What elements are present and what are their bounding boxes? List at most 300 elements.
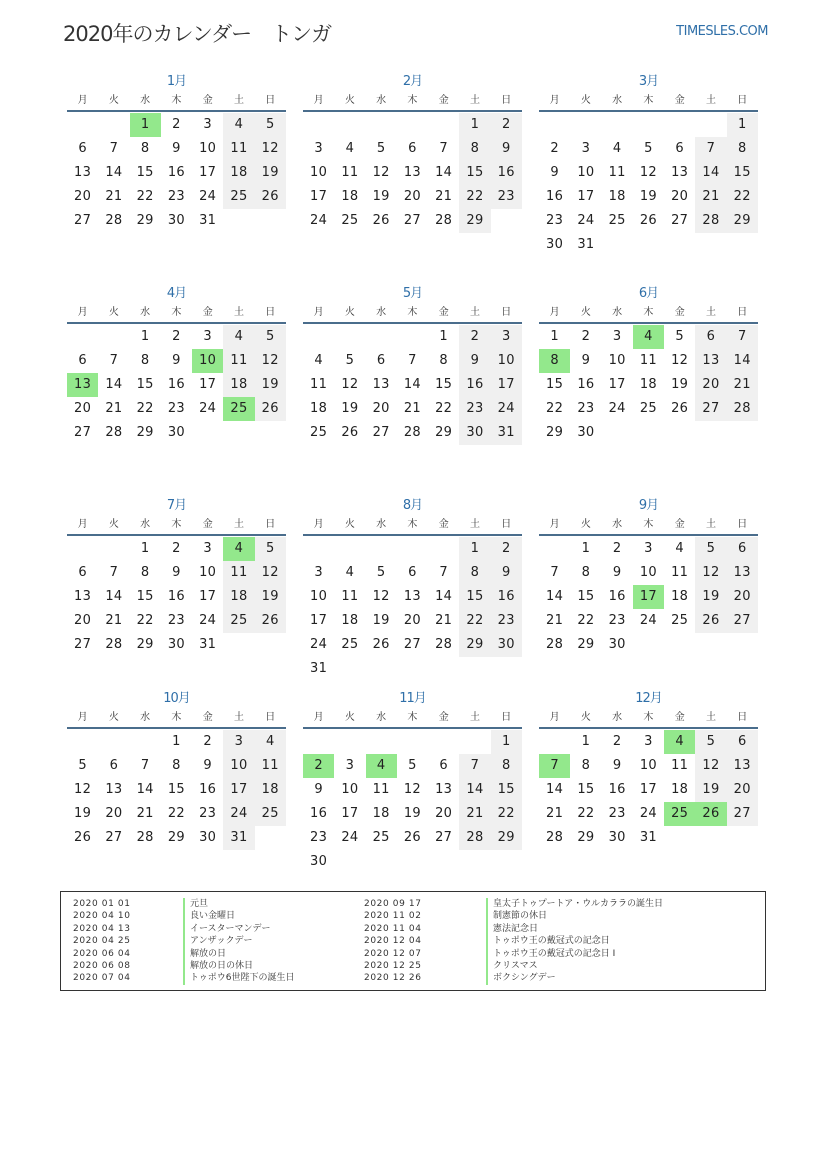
day-cell[interactable]: 30: [167, 637, 185, 652]
day-cell[interactable]: 20: [695, 373, 726, 397]
day-cell[interactable]: 20: [105, 806, 123, 821]
day-cell[interactable]: 5: [255, 325, 286, 349]
day-cell[interactable]: 26: [372, 213, 390, 228]
day-cell[interactable]: 2: [550, 141, 559, 156]
day-cell[interactable]: 12: [372, 589, 390, 604]
day-cell[interactable]: 4: [675, 541, 684, 556]
day-cell[interactable]: 2: [172, 329, 181, 344]
day-cell[interactable]: 6: [78, 353, 87, 368]
day-cell[interactable]: 21: [105, 613, 123, 628]
day-cell[interactable]: 8: [581, 565, 591, 580]
day-cell[interactable]: 8: [459, 137, 490, 161]
holiday-day-cell[interactable]: 25: [664, 802, 695, 826]
day-cell[interactable]: 22: [435, 401, 453, 416]
day-cell[interactable]: 11: [639, 353, 657, 368]
day-cell[interactable]: 10: [608, 353, 626, 368]
day-cell[interactable]: 7: [550, 565, 559, 580]
day-cell[interactable]: 19: [372, 613, 390, 628]
day-cell[interactable]: 25: [223, 609, 254, 633]
day-cell[interactable]: 5: [78, 758, 87, 773]
day-cell[interactable]: 2: [172, 541, 181, 556]
day-cell[interactable]: 1: [140, 329, 150, 344]
day-cell[interactable]: 15: [491, 778, 522, 802]
day-cell[interactable]: 15: [136, 377, 154, 392]
day-cell[interactable]: 30: [310, 854, 328, 869]
day-cell[interactable]: 24: [199, 613, 217, 628]
day-cell[interactable]: 26: [255, 609, 286, 633]
day-cell[interactable]: 24: [491, 397, 522, 421]
day-cell[interactable]: 6: [78, 565, 87, 580]
day-cell[interactable]: 18: [372, 806, 390, 821]
day-cell[interactable]: 23: [459, 397, 490, 421]
day-cell[interactable]: 20: [671, 189, 689, 204]
day-cell[interactable]: 30: [546, 237, 564, 252]
day-cell[interactable]: 11: [255, 754, 286, 778]
day-cell[interactable]: 30: [608, 830, 626, 845]
day-cell[interactable]: 29: [546, 425, 564, 440]
day-cell[interactable]: 16: [491, 161, 522, 185]
day-cell[interactable]: 4: [223, 325, 254, 349]
day-cell[interactable]: 5: [408, 758, 417, 773]
day-cell[interactable]: 10: [639, 758, 657, 773]
day-cell[interactable]: 7: [408, 353, 417, 368]
day-cell[interactable]: 1: [581, 734, 591, 749]
day-cell[interactable]: 20: [403, 189, 421, 204]
day-cell[interactable]: 16: [167, 165, 185, 180]
day-cell[interactable]: 3: [203, 541, 212, 556]
day-cell[interactable]: 3: [223, 730, 254, 754]
day-cell[interactable]: 24: [310, 213, 328, 228]
day-cell[interactable]: 13: [727, 561, 758, 585]
day-cell[interactable]: 14: [105, 377, 123, 392]
day-cell[interactable]: 29: [136, 213, 154, 228]
holiday-day-cell[interactable]: 10: [192, 349, 223, 373]
day-cell[interactable]: 28: [435, 637, 453, 652]
day-cell[interactable]: 1: [439, 329, 448, 344]
day-cell[interactable]: 27: [403, 637, 421, 652]
day-cell[interactable]: 16: [199, 782, 217, 797]
day-cell[interactable]: 8: [439, 353, 448, 368]
day-cell[interactable]: 28: [136, 830, 154, 845]
day-cell[interactable]: 3: [644, 734, 653, 749]
day-cell[interactable]: 10: [639, 565, 657, 580]
holiday-day-cell[interactable]: 17: [633, 585, 664, 609]
day-cell[interactable]: 11: [223, 137, 254, 161]
day-cell[interactable]: 25: [608, 213, 626, 228]
day-cell[interactable]: 24: [310, 637, 328, 652]
day-cell[interactable]: 6: [695, 325, 726, 349]
day-cell[interactable]: 2: [203, 734, 212, 749]
day-cell[interactable]: 1: [459, 113, 490, 137]
day-cell[interactable]: 27: [695, 397, 726, 421]
day-cell[interactable]: 16: [577, 377, 595, 392]
day-cell[interactable]: 23: [577, 401, 595, 416]
day-cell[interactable]: 7: [140, 758, 150, 773]
day-cell[interactable]: 18: [341, 189, 359, 204]
day-cell[interactable]: 31: [199, 213, 217, 228]
day-cell[interactable]: 19: [341, 401, 359, 416]
day-cell[interactable]: 10: [223, 754, 254, 778]
day-cell[interactable]: 26: [372, 637, 390, 652]
day-cell[interactable]: 26: [671, 401, 689, 416]
day-cell[interactable]: 8: [727, 137, 758, 161]
day-cell[interactable]: 16: [167, 589, 185, 604]
day-cell[interactable]: 28: [435, 213, 453, 228]
day-cell[interactable]: 6: [408, 565, 417, 580]
day-cell[interactable]: 22: [459, 185, 490, 209]
day-cell[interactable]: 23: [167, 613, 185, 628]
day-cell[interactable]: 22: [136, 189, 154, 204]
day-cell[interactable]: 3: [644, 541, 653, 556]
day-cell[interactable]: 29: [459, 209, 490, 233]
day-cell[interactable]: 29: [727, 209, 758, 233]
day-cell[interactable]: 13: [74, 589, 92, 604]
day-cell[interactable]: 14: [546, 589, 564, 604]
holiday-day-cell[interactable]: 7: [539, 754, 570, 778]
day-cell[interactable]: 8: [491, 754, 522, 778]
day-cell[interactable]: 13: [105, 782, 123, 797]
day-cell[interactable]: 31: [491, 421, 522, 445]
day-cell[interactable]: 9: [314, 782, 323, 797]
day-cell[interactable]: 27: [372, 425, 390, 440]
day-cell[interactable]: 30: [608, 637, 626, 652]
day-cell[interactable]: 28: [727, 397, 758, 421]
day-cell[interactable]: 13: [435, 782, 453, 797]
day-cell[interactable]: 6: [109, 758, 119, 773]
day-cell[interactable]: 27: [74, 637, 92, 652]
day-cell[interactable]: 16: [491, 585, 522, 609]
day-cell[interactable]: 11: [372, 782, 390, 797]
day-cell[interactable]: 28: [105, 637, 123, 652]
day-cell[interactable]: 31: [310, 661, 328, 676]
day-cell[interactable]: 28: [546, 830, 564, 845]
day-cell[interactable]: 22: [546, 401, 564, 416]
day-cell[interactable]: 31: [199, 637, 217, 652]
day-cell[interactable]: 20: [74, 189, 92, 204]
day-cell[interactable]: 3: [581, 141, 591, 156]
day-cell[interactable]: 15: [136, 165, 154, 180]
day-cell[interactable]: 3: [314, 565, 323, 580]
day-cell[interactable]: 12: [255, 349, 286, 373]
day-cell[interactable]: 17: [199, 165, 217, 180]
day-cell[interactable]: 8: [459, 561, 490, 585]
day-cell[interactable]: 12: [255, 561, 286, 585]
day-cell[interactable]: 25: [341, 213, 359, 228]
day-cell[interactable]: 20: [727, 585, 758, 609]
holiday-day-cell[interactable]: 1: [130, 113, 161, 137]
day-cell[interactable]: 9: [172, 141, 181, 156]
day-cell[interactable]: 30: [491, 633, 522, 657]
day-cell[interactable]: 29: [491, 826, 522, 850]
holiday-day-cell[interactable]: 25: [223, 397, 254, 421]
day-cell[interactable]: 15: [167, 782, 185, 797]
day-cell[interactable]: 17: [223, 778, 254, 802]
day-cell[interactable]: 14: [105, 165, 123, 180]
day-cell[interactable]: 15: [459, 161, 490, 185]
day-cell[interactable]: 27: [105, 830, 123, 845]
day-cell[interactable]: 18: [341, 613, 359, 628]
day-cell[interactable]: 13: [372, 377, 390, 392]
day-cell[interactable]: 26: [341, 425, 359, 440]
day-cell[interactable]: 10: [310, 589, 328, 604]
day-cell[interactable]: 5: [376, 565, 386, 580]
day-cell[interactable]: 7: [459, 754, 490, 778]
day-cell[interactable]: 18: [255, 778, 286, 802]
day-cell[interactable]: 27: [74, 425, 92, 440]
day-cell[interactable]: 26: [255, 185, 286, 209]
day-cell[interactable]: 7: [439, 565, 448, 580]
day-cell[interactable]: 25: [223, 185, 254, 209]
day-cell[interactable]: 30: [577, 425, 595, 440]
day-cell[interactable]: 9: [459, 349, 490, 373]
day-cell[interactable]: 15: [435, 377, 453, 392]
day-cell[interactable]: 21: [695, 185, 726, 209]
day-cell[interactable]: 24: [223, 802, 254, 826]
day-cell[interactable]: 12: [74, 782, 92, 797]
day-cell[interactable]: 17: [310, 613, 328, 628]
day-cell[interactable]: 24: [639, 806, 657, 821]
day-cell[interactable]: 1: [140, 541, 150, 556]
day-cell[interactable]: 16: [310, 806, 328, 821]
day-cell[interactable]: 22: [136, 401, 154, 416]
day-cell[interactable]: 21: [727, 373, 758, 397]
day-cell[interactable]: 14: [459, 778, 490, 802]
day-cell[interactable]: 18: [223, 373, 254, 397]
day-cell[interactable]: 25: [639, 401, 657, 416]
day-cell[interactable]: 21: [105, 189, 123, 204]
day-cell[interactable]: 5: [644, 141, 653, 156]
day-cell[interactable]: 28: [105, 425, 123, 440]
day-cell[interactable]: 6: [439, 758, 448, 773]
day-cell[interactable]: 27: [727, 609, 758, 633]
day-cell[interactable]: 19: [255, 161, 286, 185]
day-cell[interactable]: 9: [172, 565, 181, 580]
day-cell[interactable]: 23: [608, 613, 626, 628]
day-cell[interactable]: 9: [203, 758, 212, 773]
day-cell[interactable]: 8: [140, 353, 150, 368]
day-cell[interactable]: 22: [167, 806, 185, 821]
day-cell[interactable]: 10: [341, 782, 359, 797]
day-cell[interactable]: 28: [105, 213, 123, 228]
day-cell[interactable]: 19: [403, 806, 421, 821]
day-cell[interactable]: 12: [671, 353, 689, 368]
day-cell[interactable]: 13: [403, 589, 421, 604]
day-cell[interactable]: 24: [639, 613, 657, 628]
day-cell[interactable]: 20: [74, 401, 92, 416]
day-cell[interactable]: 27: [727, 802, 758, 826]
day-cell[interactable]: 21: [546, 806, 564, 821]
day-cell[interactable]: 2: [491, 537, 522, 561]
day-cell[interactable]: 24: [341, 830, 359, 845]
day-cell[interactable]: 11: [671, 565, 689, 580]
day-cell[interactable]: 14: [105, 589, 123, 604]
day-cell[interactable]: 8: [140, 565, 150, 580]
day-cell[interactable]: 23: [491, 609, 522, 633]
day-cell[interactable]: 29: [435, 425, 453, 440]
day-cell[interactable]: 12: [695, 754, 726, 778]
day-cell[interactable]: 6: [408, 141, 417, 156]
day-cell[interactable]: 9: [612, 565, 622, 580]
day-cell[interactable]: 29: [459, 633, 490, 657]
day-cell[interactable]: 25: [255, 802, 286, 826]
day-cell[interactable]: 20: [403, 613, 421, 628]
day-cell[interactable]: 31: [639, 830, 657, 845]
day-cell[interactable]: 21: [459, 802, 490, 826]
holiday-day-cell[interactable]: 4: [223, 537, 254, 561]
day-cell[interactable]: 11: [310, 377, 328, 392]
day-cell[interactable]: 15: [577, 782, 595, 797]
day-cell[interactable]: 9: [491, 137, 522, 161]
day-cell[interactable]: 25: [341, 637, 359, 652]
day-cell[interactable]: 2: [459, 325, 490, 349]
day-cell[interactable]: 29: [136, 425, 154, 440]
day-cell[interactable]: 28: [546, 637, 564, 652]
day-cell[interactable]: 19: [255, 585, 286, 609]
day-cell[interactable]: 10: [199, 565, 217, 580]
day-cell[interactable]: 28: [695, 209, 726, 233]
day-cell[interactable]: 27: [74, 213, 92, 228]
day-cell[interactable]: 14: [136, 782, 154, 797]
day-cell[interactable]: 6: [727, 730, 758, 754]
day-cell[interactable]: 4: [612, 141, 622, 156]
day-cell[interactable]: 29: [577, 637, 595, 652]
day-cell[interactable]: 7: [109, 565, 119, 580]
day-cell[interactable]: 14: [695, 161, 726, 185]
day-cell[interactable]: 11: [223, 561, 254, 585]
day-cell[interactable]: 22: [491, 802, 522, 826]
day-cell[interactable]: 22: [459, 609, 490, 633]
day-cell[interactable]: 14: [403, 377, 421, 392]
day-cell[interactable]: 10: [199, 141, 217, 156]
day-cell[interactable]: 10: [310, 165, 328, 180]
day-cell[interactable]: 3: [203, 329, 212, 344]
day-cell[interactable]: 3: [314, 141, 323, 156]
day-cell[interactable]: 11: [608, 165, 626, 180]
day-cell[interactable]: 2: [581, 329, 591, 344]
day-cell[interactable]: 18: [671, 782, 689, 797]
day-cell[interactable]: 9: [550, 165, 559, 180]
day-cell[interactable]: 5: [345, 353, 355, 368]
day-cell[interactable]: 27: [403, 213, 421, 228]
day-cell[interactable]: 27: [435, 830, 453, 845]
day-cell[interactable]: 9: [612, 758, 622, 773]
day-cell[interactable]: 17: [199, 589, 217, 604]
day-cell[interactable]: 21: [136, 806, 154, 821]
day-cell[interactable]: 24: [199, 189, 217, 204]
day-cell[interactable]: 24: [199, 401, 217, 416]
day-cell[interactable]: 20: [435, 806, 453, 821]
day-cell[interactable]: 12: [403, 782, 421, 797]
day-cell[interactable]: 17: [639, 782, 657, 797]
day-cell[interactable]: 8: [140, 141, 150, 156]
day-cell[interactable]: 24: [577, 213, 595, 228]
day-cell[interactable]: 15: [136, 589, 154, 604]
day-cell[interactable]: 12: [695, 561, 726, 585]
day-cell[interactable]: 7: [109, 353, 119, 368]
day-cell[interactable]: 31: [223, 826, 254, 850]
day-cell[interactable]: 1: [491, 730, 522, 754]
day-cell[interactable]: 7: [439, 141, 448, 156]
day-cell[interactable]: 2: [491, 113, 522, 137]
day-cell[interactable]: 20: [727, 778, 758, 802]
day-cell[interactable]: 14: [435, 589, 453, 604]
day-cell[interactable]: 23: [608, 806, 626, 821]
day-cell[interactable]: 6: [675, 141, 684, 156]
day-cell[interactable]: 30: [199, 830, 217, 845]
day-cell[interactable]: 29: [577, 830, 595, 845]
day-cell[interactable]: 10: [577, 165, 595, 180]
day-cell[interactable]: 22: [577, 806, 595, 821]
day-cell[interactable]: 14: [727, 349, 758, 373]
day-cell[interactable]: 18: [639, 377, 657, 392]
day-cell[interactable]: 18: [608, 189, 626, 204]
day-cell[interactable]: 18: [223, 161, 254, 185]
day-cell[interactable]: 4: [345, 565, 355, 580]
day-cell[interactable]: 9: [491, 561, 522, 585]
day-cell[interactable]: 27: [671, 213, 689, 228]
day-cell[interactable]: 3: [612, 329, 622, 344]
day-cell[interactable]: 3: [345, 758, 355, 773]
day-cell[interactable]: 8: [172, 758, 181, 773]
day-cell[interactable]: 1: [172, 734, 181, 749]
day-cell[interactable]: 23: [491, 185, 522, 209]
day-cell[interactable]: 7: [695, 137, 726, 161]
day-cell[interactable]: 10: [491, 349, 522, 373]
day-cell[interactable]: 30: [459, 421, 490, 445]
day-cell[interactable]: 3: [203, 117, 212, 132]
day-cell[interactable]: 19: [671, 377, 689, 392]
day-cell[interactable]: 26: [403, 830, 421, 845]
day-cell[interactable]: 6: [727, 537, 758, 561]
day-cell[interactable]: 17: [341, 806, 359, 821]
day-cell[interactable]: 26: [695, 609, 726, 633]
day-cell[interactable]: 12: [255, 137, 286, 161]
holiday-day-cell[interactable]: 4: [366, 754, 397, 778]
site-logo[interactable]: TIMESLES.COM: [676, 24, 768, 39]
day-cell[interactable]: 19: [695, 585, 726, 609]
day-cell[interactable]: 19: [372, 189, 390, 204]
day-cell[interactable]: 6: [376, 353, 386, 368]
day-cell[interactable]: 16: [608, 782, 626, 797]
day-cell[interactable]: 13: [74, 165, 92, 180]
day-cell[interactable]: 19: [639, 189, 657, 204]
day-cell[interactable]: 16: [459, 373, 490, 397]
day-cell[interactable]: 31: [577, 237, 595, 252]
day-cell[interactable]: 19: [74, 806, 92, 821]
day-cell[interactable]: 23: [310, 830, 328, 845]
day-cell[interactable]: 16: [546, 189, 564, 204]
holiday-day-cell[interactable]: 2: [303, 754, 334, 778]
day-cell[interactable]: 1: [550, 329, 559, 344]
day-cell[interactable]: 14: [546, 782, 564, 797]
day-cell[interactable]: 11: [671, 758, 689, 773]
day-cell[interactable]: 22: [727, 185, 758, 209]
day-cell[interactable]: 19: [255, 373, 286, 397]
day-cell[interactable]: 17: [199, 377, 217, 392]
day-cell[interactable]: 11: [341, 165, 359, 180]
day-cell[interactable]: 5: [675, 329, 684, 344]
day-cell[interactable]: 11: [341, 589, 359, 604]
day-cell[interactable]: 24: [608, 401, 626, 416]
holiday-day-cell[interactable]: 13: [67, 373, 98, 397]
day-cell[interactable]: 18: [310, 401, 328, 416]
day-cell[interactable]: 29: [167, 830, 185, 845]
day-cell[interactable]: 28: [459, 826, 490, 850]
day-cell[interactable]: 17: [608, 377, 626, 392]
day-cell[interactable]: 25: [372, 830, 390, 845]
day-cell[interactable]: 12: [341, 377, 359, 392]
day-cell[interactable]: 21: [105, 401, 123, 416]
